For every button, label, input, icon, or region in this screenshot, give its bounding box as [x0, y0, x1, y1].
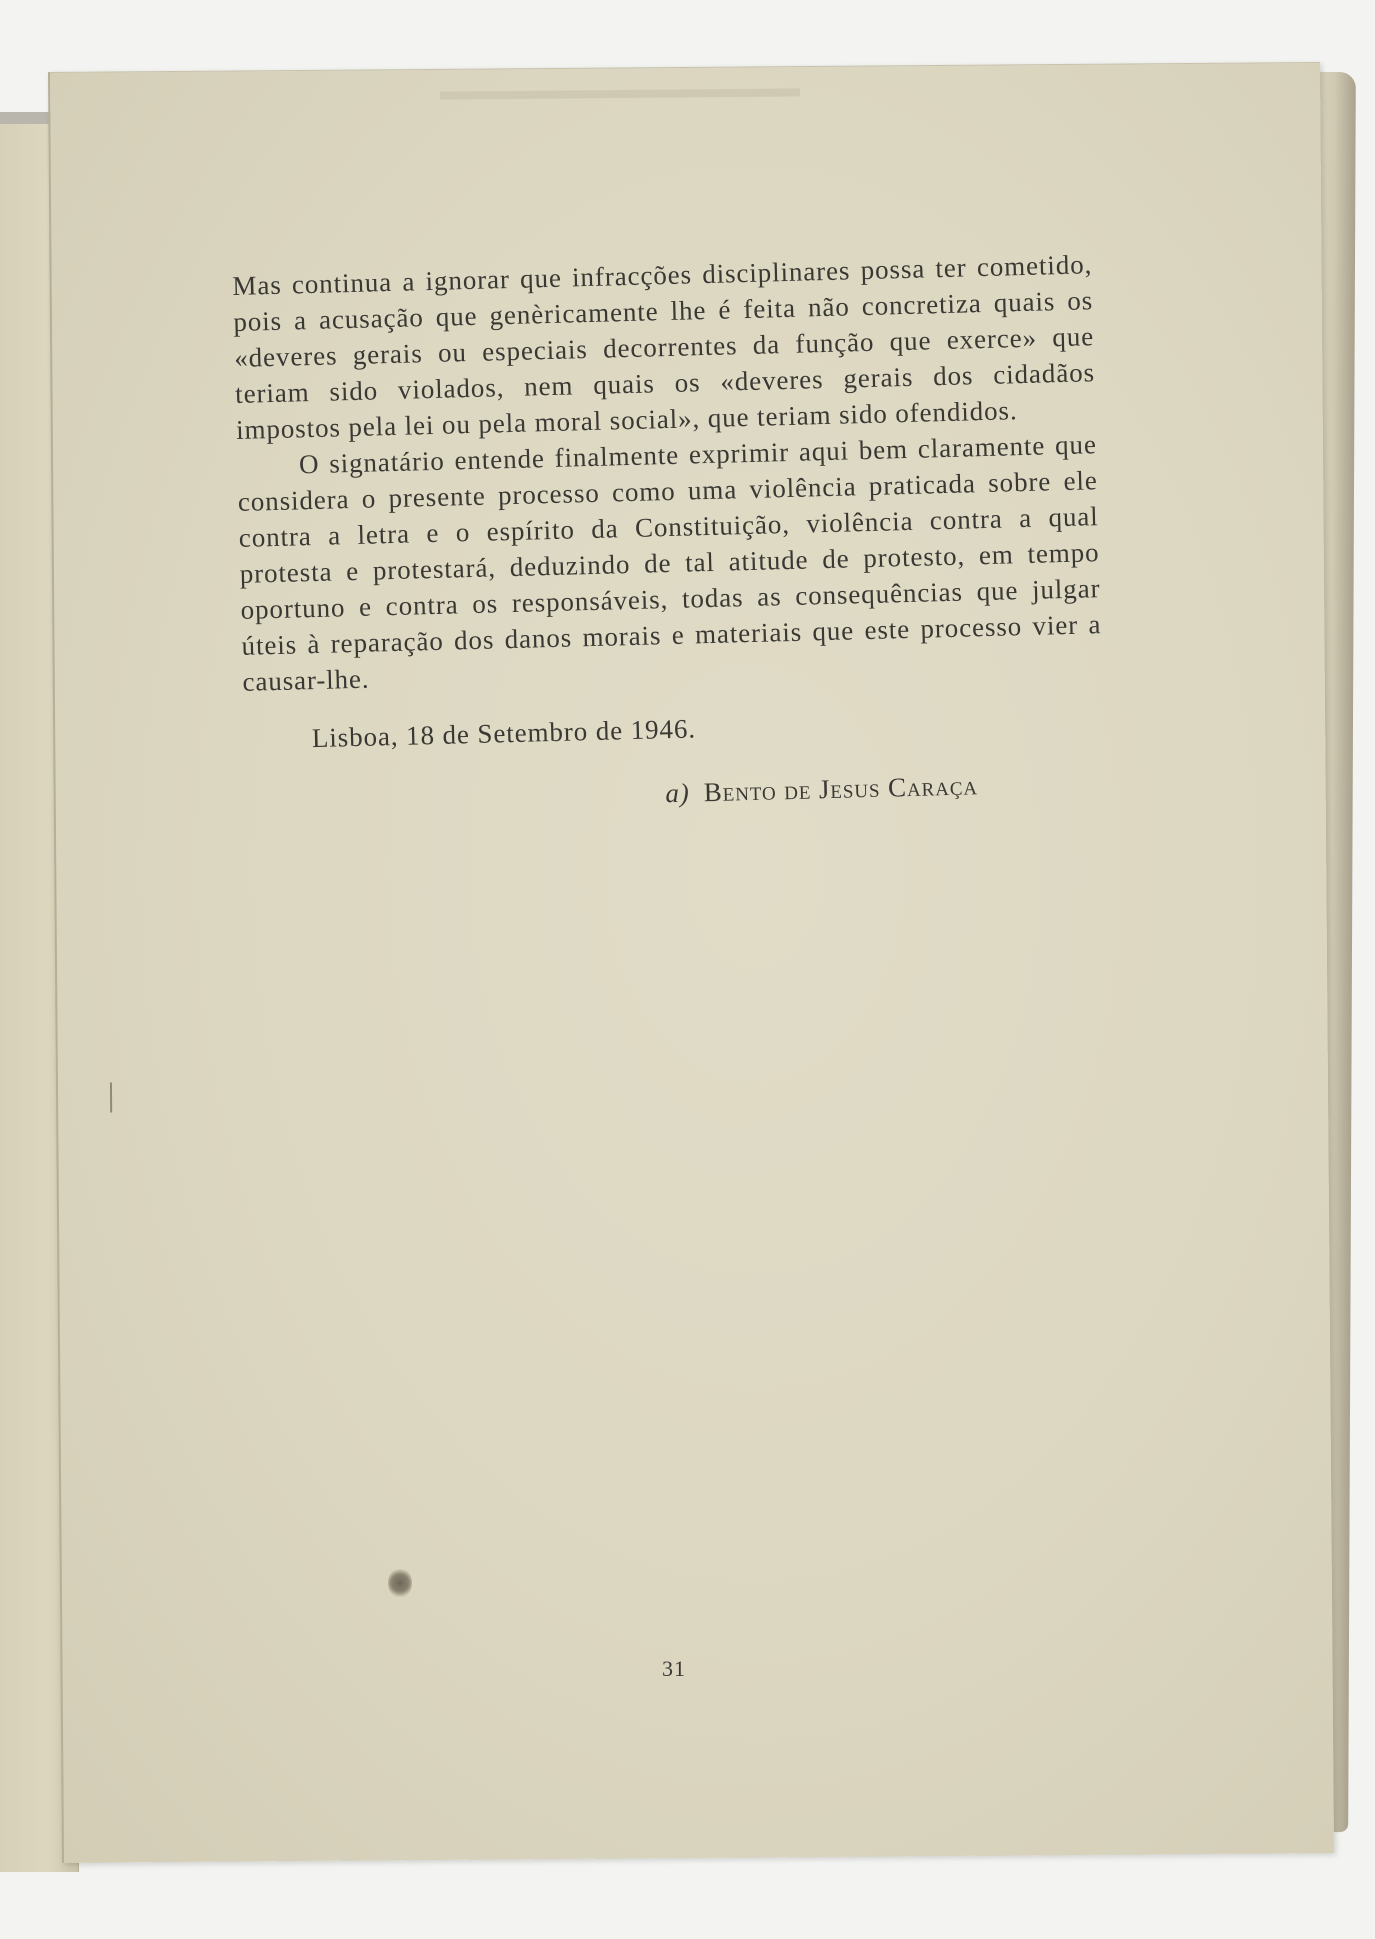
signature-name: Bento de Jesus Caraça	[703, 770, 979, 808]
paragraph-1: Mas continua a ignorar que infracções disciplinares possa ter cometido, pois a acusação que genèricamente lhe é feita não concretiza quais os «deveres gerais ou especiais decorrentes da função que exerce» que teriam sido violados, nem quais os «deveres gerais dos cidadãos impostos pela lei ou pela moral social», que teriam sido ofendidos.	[232, 249, 1096, 445]
place-date: Lisboa, 18 de Setembro de 1946.	[311, 713, 697, 754]
paragraph-2: O signatário entende finalmente exprimir aqui bem claramente que considera o presente processo como uma violência praticada sobre ele contra a letra e o espírito da Constituição, violência contra a qual protesta e protestará, deduzindo de tal atitude de protesto, em tempo oportuno e contra os responsáveis, todas as consequências que julgar úteis à reparação dos danos morais e materiais que este processo vier a causar-lhe.	[237, 429, 1102, 697]
page-number: 31	[662, 1656, 686, 1681]
ink-stain	[388, 1568, 412, 1598]
signature-prefix: a)	[665, 777, 691, 809]
body-text	[232, 246, 1106, 822]
fold-mark	[110, 1082, 126, 1112]
